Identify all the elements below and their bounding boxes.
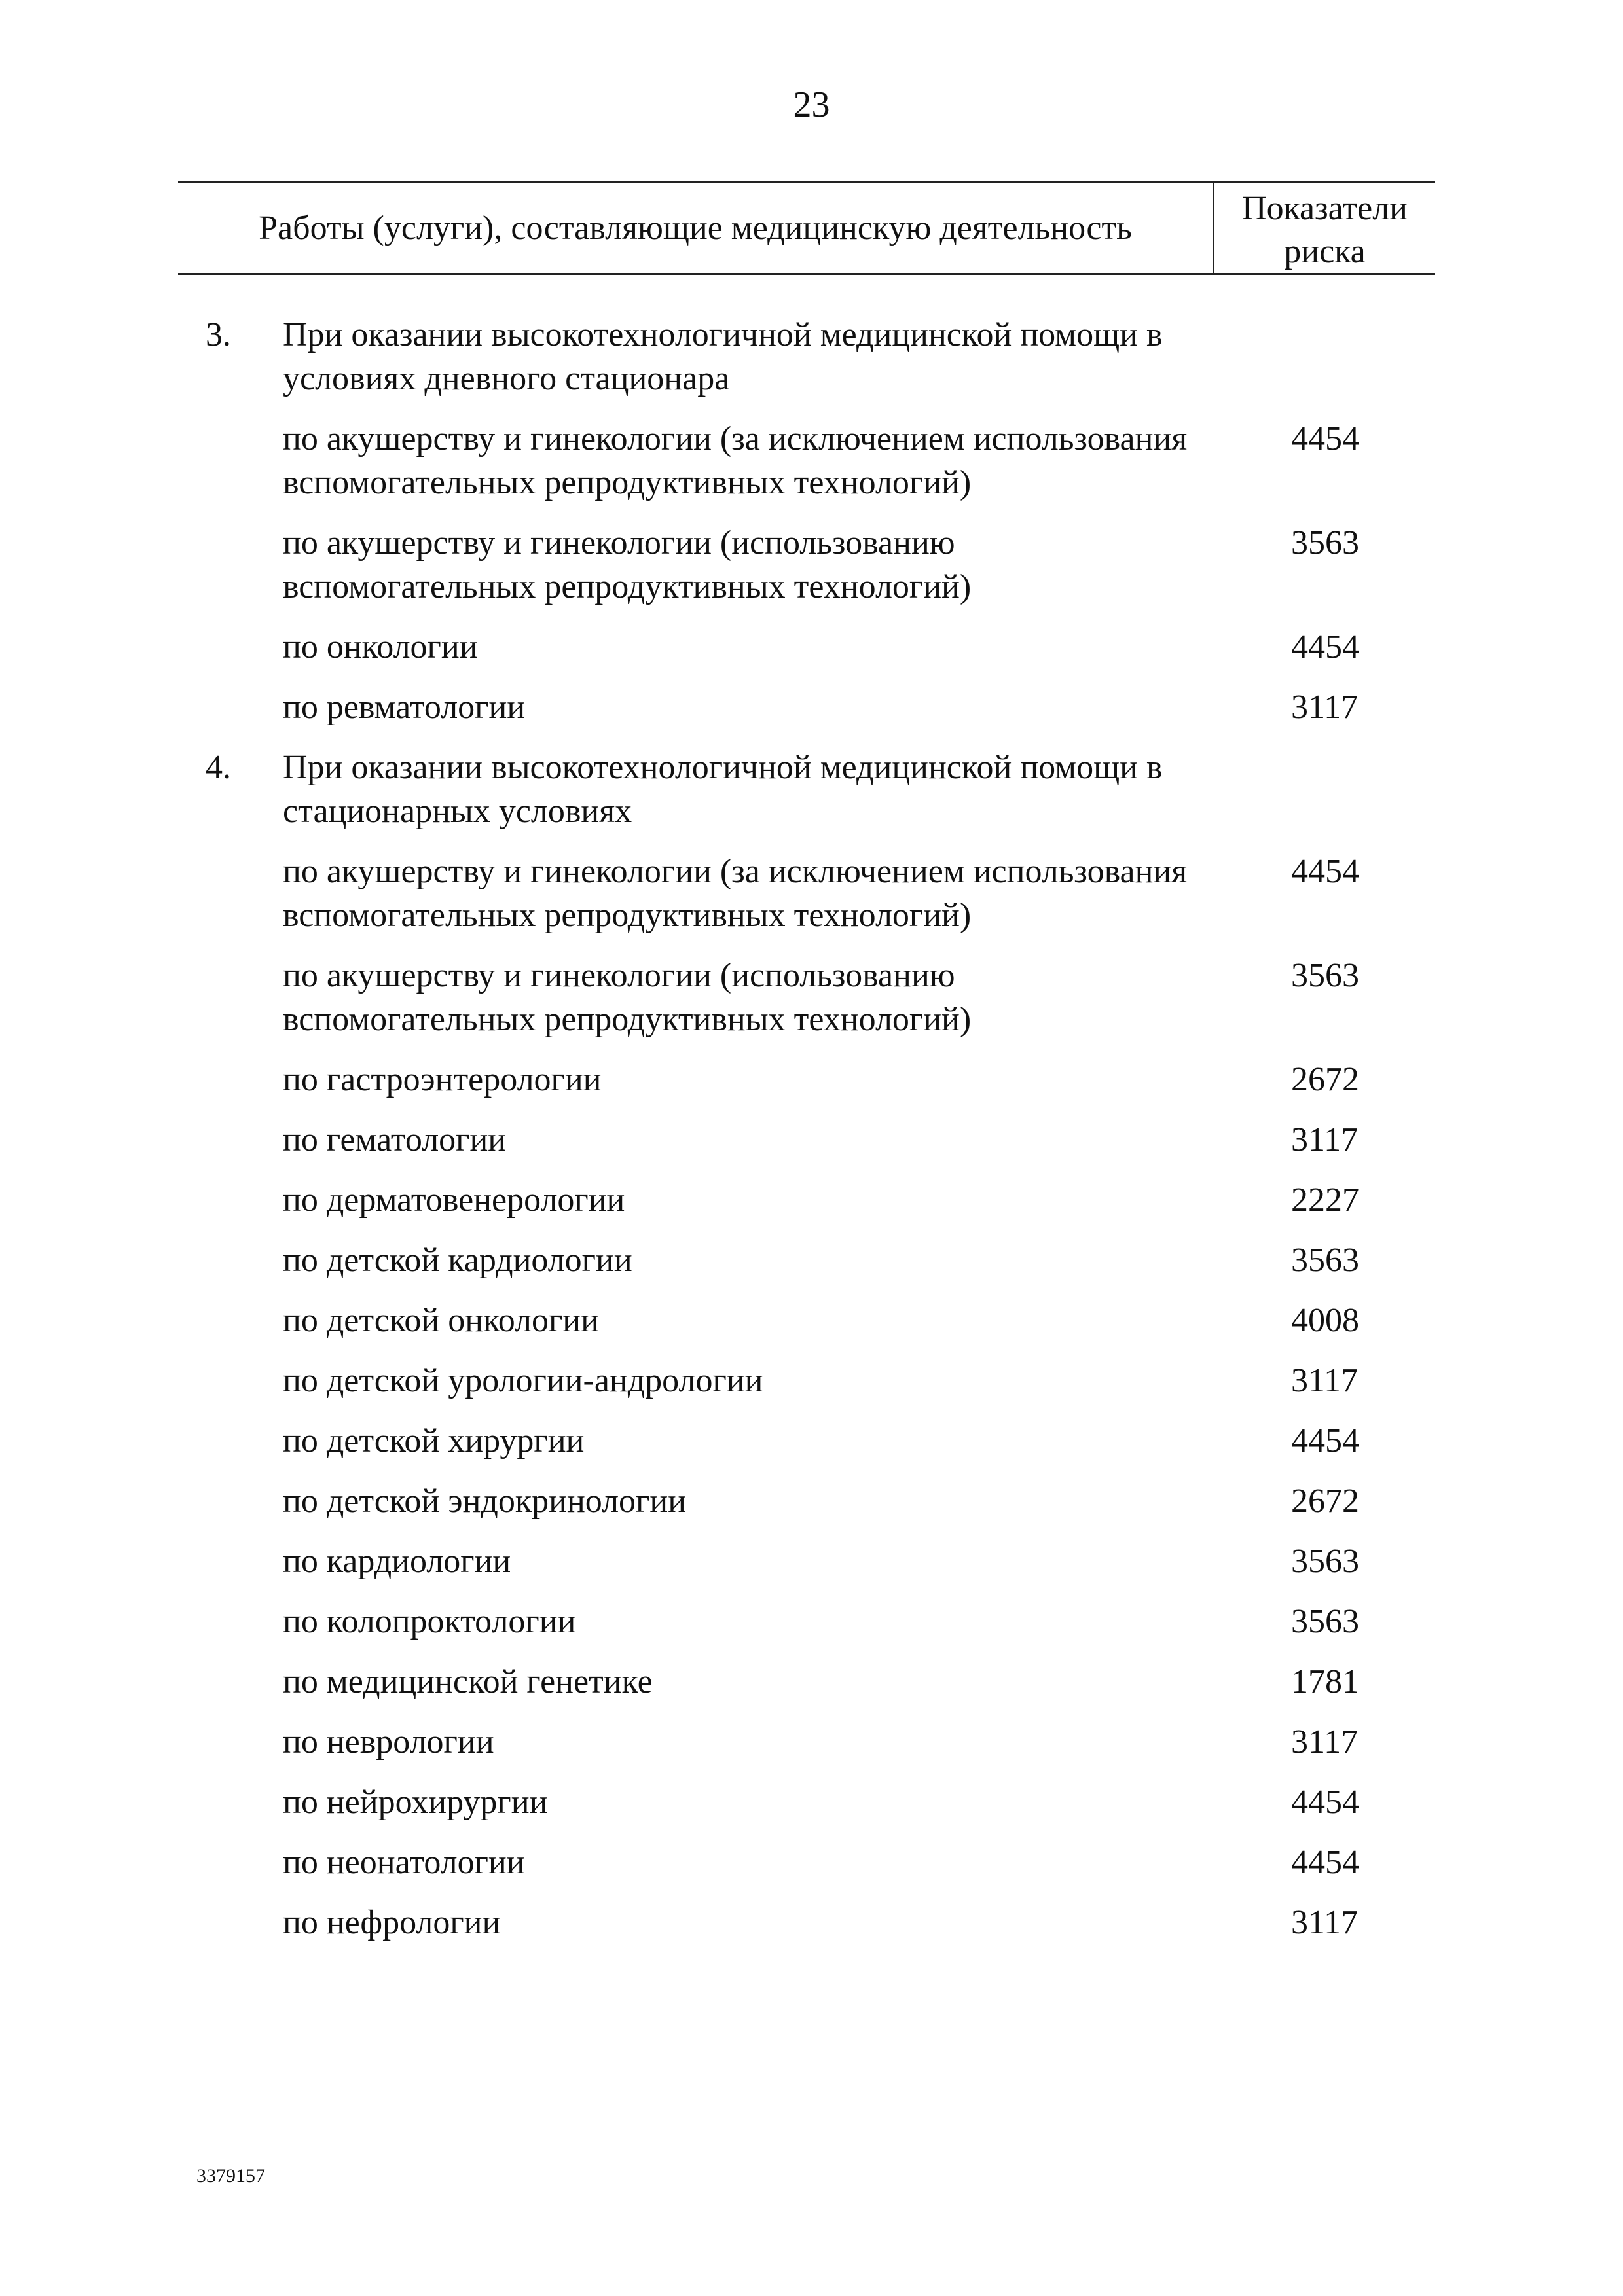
table-row	[178, 1419, 1435, 1463]
row-value: 3117	[1291, 1121, 1359, 1158]
header-risk-column: Показатели риска	[1242, 190, 1408, 270]
row-label: по гематологии	[283, 1121, 507, 1158]
table-row	[178, 1901, 1435, 1945]
row-value: 3117	[1291, 1904, 1359, 1941]
row-value: 3563	[1291, 1543, 1359, 1580]
section-row	[178, 745, 1435, 833]
row-label: по акушерству и гинекологии (за исключением использования вспомогательных репродуктивных технологий)	[283, 420, 1188, 501]
table-row	[178, 1600, 1435, 1643]
table-row	[178, 625, 1435, 669]
table-row	[178, 850, 1435, 937]
section-title: При оказании высокотехнологичной медицинской помощи в условиях дневного стационара	[283, 316, 1163, 397]
row-label: по детской кардиологии	[283, 1242, 632, 1279]
row-value: 2672	[1291, 1061, 1359, 1098]
row-value: 4454	[1291, 420, 1359, 457]
table-body	[178, 313, 1435, 1961]
row-label: по нейрохирургии	[283, 1784, 548, 1821]
row-label: по акушерству и гинекологии (использованию вспомогательных репродуктивных технологий)	[283, 957, 972, 1038]
table-row	[178, 1238, 1435, 1282]
row-label: по акушерству и гинекологии (за исключением использования вспомогательных репродуктивных технологий)	[283, 853, 1188, 934]
row-label: по онкологии	[283, 628, 478, 666]
section-number: 4.	[206, 749, 231, 786]
section-title: При оказании высокотехнологичной медицинской помощи в стационарных условиях	[283, 749, 1163, 830]
section-row	[178, 313, 1435, 401]
row-value: 3563	[1291, 1242, 1359, 1279]
document-code: 3379157	[196, 2165, 265, 2187]
row-label: по детской урологии-андрологии	[283, 1362, 763, 1399]
row-value: 3563	[1291, 1603, 1359, 1640]
row-label: по колопроктологии	[283, 1603, 576, 1640]
table-row	[178, 954, 1435, 1041]
table-row	[178, 1660, 1435, 1704]
row-label: по неврологии	[283, 1723, 494, 1761]
table-row	[178, 1359, 1435, 1403]
row-value: 4454	[1291, 628, 1359, 666]
row-label: по неонатологии	[283, 1844, 525, 1881]
row-value: 2672	[1291, 1482, 1359, 1520]
row-label: по ревматологии	[283, 689, 526, 726]
row-label: по детской онкологии	[283, 1302, 599, 1339]
row-value: 4008	[1291, 1302, 1359, 1339]
table-row	[178, 1720, 1435, 1764]
row-value: 3563	[1291, 524, 1359, 562]
section-number: 3.	[206, 316, 231, 353]
table-row	[178, 1058, 1435, 1102]
row-label: по акушерству и гинекологии (использованию вспомогательных репродуктивных технологий)	[283, 524, 972, 605]
header-work-column: Работы (услуги), составляющие медицинскую деятельность	[259, 209, 1132, 247]
table-row	[178, 1299, 1435, 1342]
row-label: по дерматовенерологии	[283, 1181, 625, 1219]
row-value: 3117	[1291, 1723, 1359, 1761]
table-header	[178, 181, 1435, 275]
table-row	[178, 1479, 1435, 1523]
page-number: 23	[793, 84, 830, 125]
row-value: 4454	[1291, 1784, 1359, 1821]
row-value: 4454	[1291, 1422, 1359, 1460]
row-label: по кардиологии	[283, 1543, 511, 1580]
row-value: 2227	[1291, 1181, 1359, 1219]
table-row	[178, 1118, 1435, 1162]
row-value: 3563	[1291, 957, 1359, 994]
row-label: по гастроэнтерологии	[283, 1061, 602, 1098]
row-value: 4454	[1291, 853, 1359, 890]
row-label: по медицинской генетике	[283, 1663, 653, 1700]
row-label: по детской эндокринологии	[283, 1482, 687, 1520]
row-value: 3117	[1291, 1362, 1359, 1399]
row-label: по нефрологии	[283, 1904, 501, 1941]
row-label: по детской хирургии	[283, 1422, 585, 1460]
row-value: 1781	[1291, 1663, 1359, 1700]
table-row	[178, 1780, 1435, 1824]
table-row	[178, 521, 1435, 609]
row-value: 4454	[1291, 1844, 1359, 1881]
table-row	[178, 1539, 1435, 1583]
table-row	[178, 1840, 1435, 1884]
table-row	[178, 417, 1435, 505]
table-row	[178, 685, 1435, 729]
row-value: 3117	[1291, 689, 1359, 726]
table-row	[178, 1178, 1435, 1222]
